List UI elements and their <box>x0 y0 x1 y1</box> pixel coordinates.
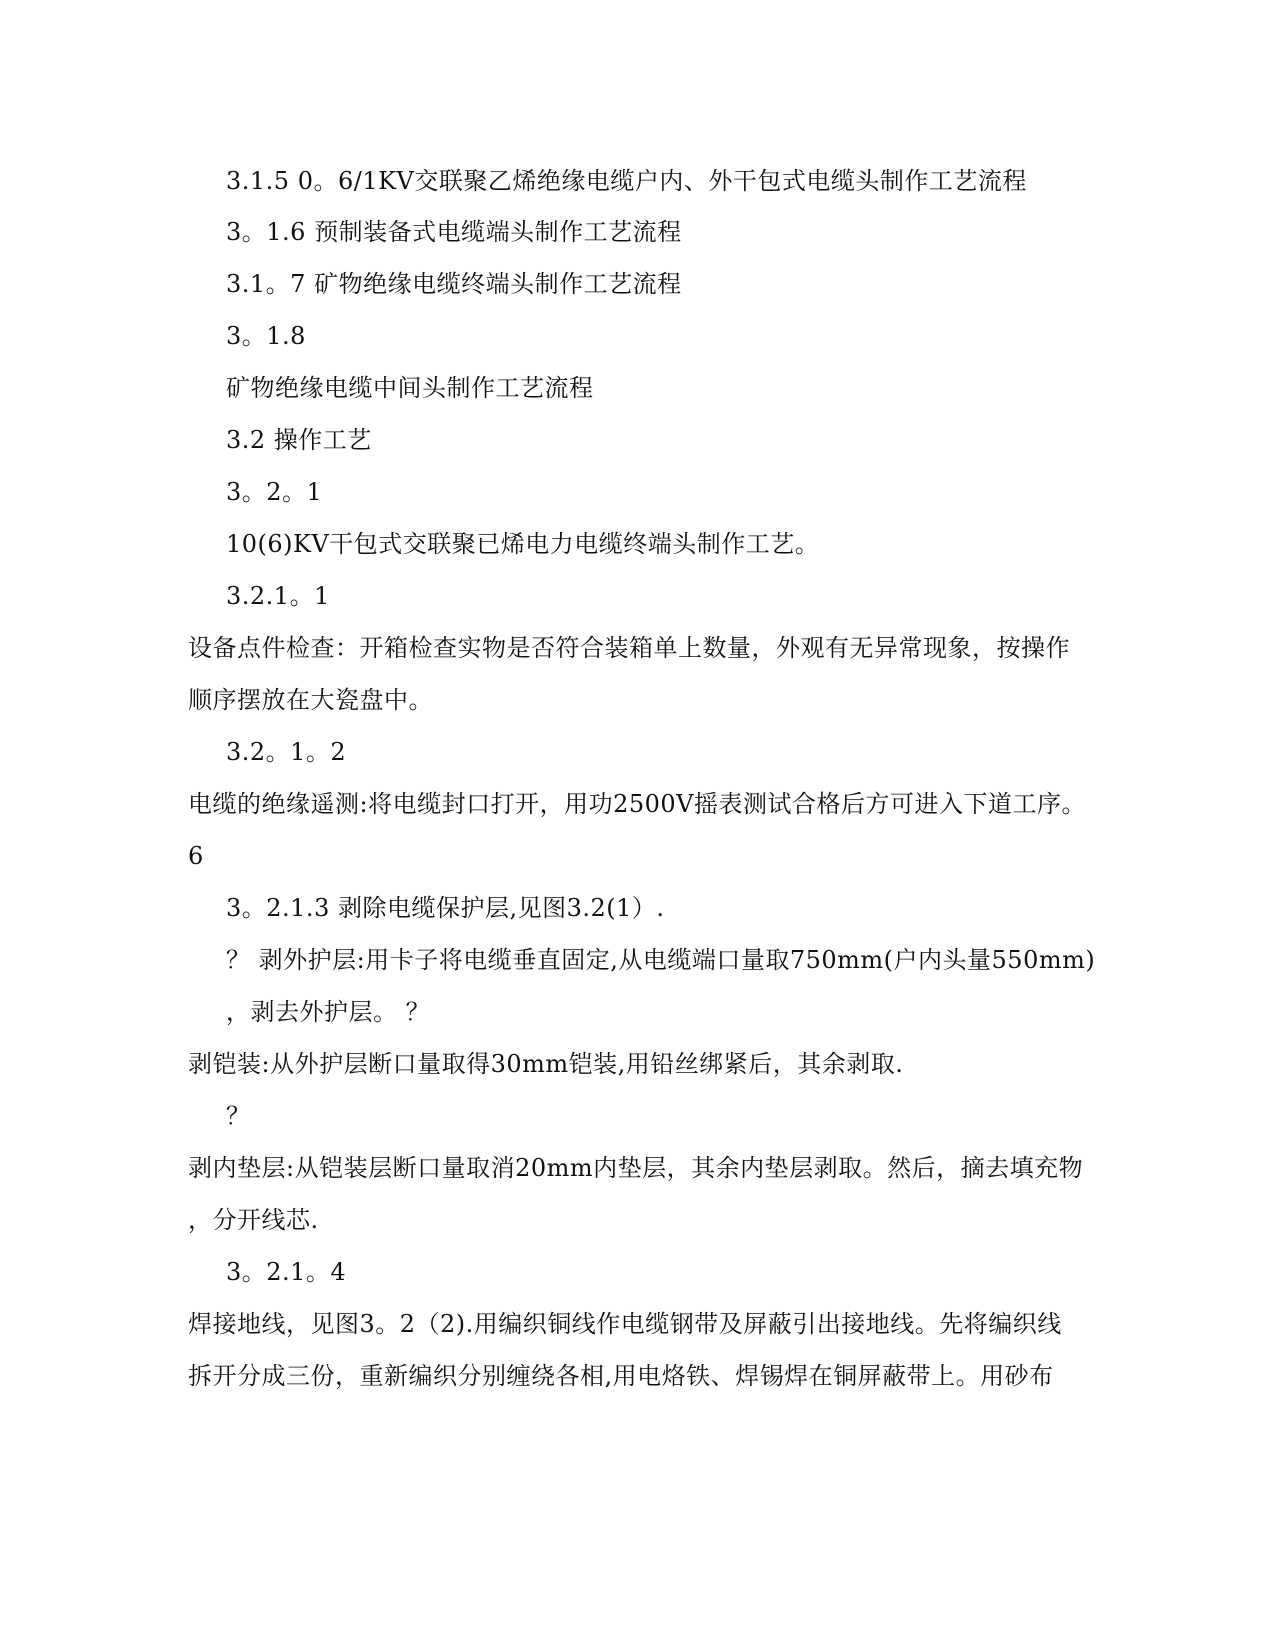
text-line: 剥内垫层:从铠装层断口量取消20mm内垫层，其余内垫层剥取。然后，摘去填充物 <box>188 1154 1084 1182</box>
text-line: 焊接地线，见图3。2（2).用编织铜线作电缆钢带及屏蔽引出接地线。先将编织线 <box>188 1310 1062 1338</box>
text-line: 剥铠装:从外护层断口量取得30mm铠装,用铅丝绑紧后，其余剥取. <box>188 1050 904 1078</box>
text-line: 3。2。1 <box>226 478 323 506</box>
text-line: 10(6)KV干包式交联聚已烯电力电缆终端头制作工艺。 <box>226 530 820 558</box>
text-line: ，剥去外护层。 ？ <box>226 998 431 1026</box>
text-line: 6 <box>188 842 204 870</box>
text-line: 顺序摆放在大瓷盘中。 <box>188 686 433 714</box>
text-line: ？ 剥外护层:用卡子将电缆垂直固定,从电缆端口量取750mm(户内头量550mm) <box>226 946 1096 974</box>
text-line: 拆开分成三份，重新编织分别缠绕各相,用电烙铁、焊锡焊在铜屏蔽带上。用砂布 <box>188 1362 1054 1390</box>
text-line: 电缆的绝缘遥测:将电缆封口打开，用功2500V摇表测试合格后方可进入下道工序。 <box>188 790 1086 818</box>
text-line: 设备点件检查：开箱检查实物是否符合装箱单上数量，外观有无异常现象，按操作 <box>188 634 1070 662</box>
text-line: 3。2.1。4 <box>226 1258 347 1286</box>
text-line: 3.2.1。1 <box>226 582 330 610</box>
text-line: 3。2.1.3 剥除电缆保护层,见图3.2(1）. <box>226 894 665 922</box>
text-line: 3.2。1。2 <box>226 738 347 766</box>
text-line: ？ <box>226 1102 251 1130</box>
text-line: 3。1.6 预制装备式电缆端头制作工艺流程 <box>226 218 682 246</box>
text-line: 3。1.8 <box>226 322 306 350</box>
section-heading: 3.2 操作工艺 <box>226 426 372 454</box>
text-line: ，分开线芯. <box>188 1206 319 1234</box>
text-line: 3.1。7 矿物绝缘电缆终端头制作工艺流程 <box>226 270 682 298</box>
text-line: 3.1.5 0。6/1KV交联聚乙烯绝缘电缆户内、外干包式电缆头制作工艺流程 <box>226 167 1027 195</box>
text-line: 矿物绝缘电缆中间头制作工艺流程 <box>226 374 594 402</box>
